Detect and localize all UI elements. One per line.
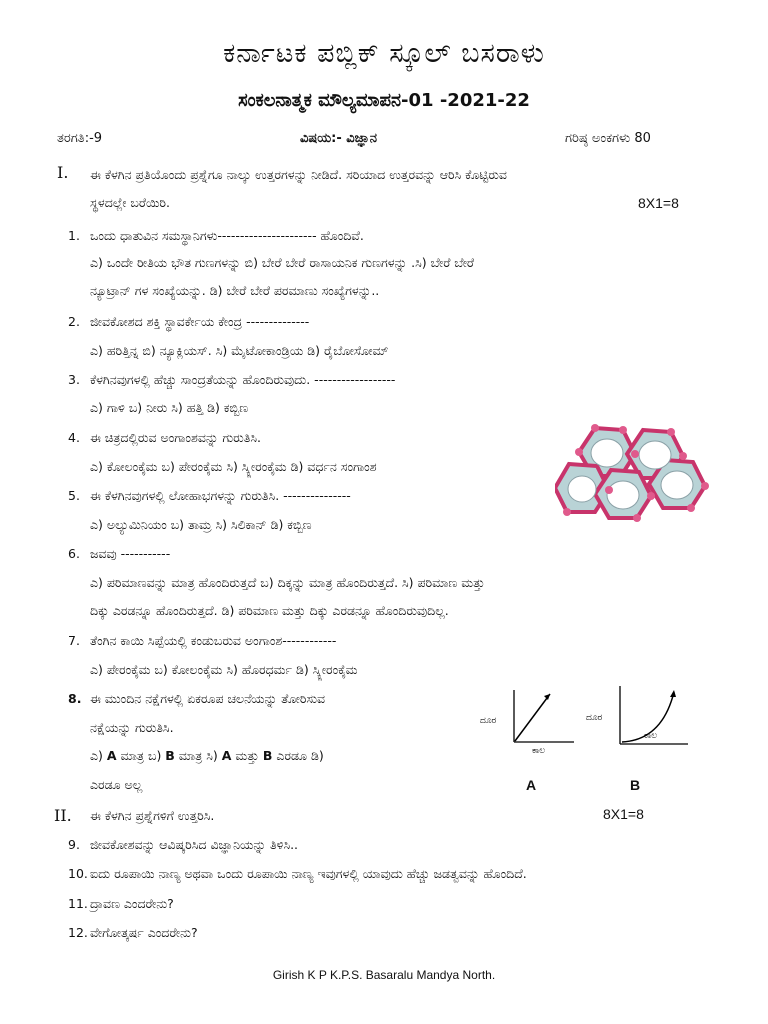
- footer-credit: Girish K P K.P.S. Basaralu Mandya North.: [272, 968, 496, 982]
- question-options: ಎ) ಒಂದೇ ರೀತಿಯ ಭೌತ ಗುಣಗಳನ್ನು ಬಿ) ಬೇರೆ ಬೇರೆ ರಾಸಾಯನಿಕ ಗುಣಗಳನ್ನು .ಸಿ) ಬೇರೆ ಬೇರೆ: [90, 255, 475, 270]
- section-instruction: ಈ ಕೆಳಗಿನ ಪ್ರತಿಯೊಂದು ಪ್ರಶ್ನೆಗೂ ನಾಲ್ಕು ಉತ್ತರಗಳನ್ನು ನೀಡಿದೆ. ಸರಿಯಾದ ಉತ್ತರವನ್ನು ಆರಿಸಿ ಕೊಟ್ಟಿರುವ: [90, 167, 507, 182]
- question-text: ಜೀವಕೋಶದ ಶಕ್ತಿ ಸ್ಥಾವರ್ಕೇಯ ಕೇಂದ್ರ --------------: [90, 314, 310, 329]
- question-text: ಐದು ರೂಪಾಯಿ ನಾಣ್ಯ ಅಥವಾ ಒಂದು ರೂಪಾಯಿ ನಾಣ್ಯ ಇವುಗಳಲ್ಲಿ ಯಾವುದು ಹೆಚ್ಚು ಜಡತ್ವವನ್ನು ಹೊಂದಿದೆ.: [90, 866, 527, 881]
- question-number: 5.: [68, 488, 80, 503]
- question-options: ಎ) ಅಲ್ಯುಮಿನಿಯಂ ಬ) ತಾಮ್ರ ಸಿ) ಸಿಲಿಕಾನ್ ಡಿ) ಕಬ್ಬಿಣ: [90, 517, 312, 532]
- question-text: ಒಂದು ಧಾತುವಿನ ಸಮಸ್ಥಾನಿಗಳು---------------------- ಹೊಂದಿವೆ.: [90, 228, 364, 243]
- question-text: ಈ ಮುಂದಿನ ನಕ್ಷೆಗಳಲ್ಲಿ ಏಕರೂಪ ಚಲನೆಯನ್ನು ತೋರಿಸುವ: [90, 691, 326, 706]
- graph-b-label: B: [630, 777, 641, 793]
- section-instruction: ಈ ಕೆಳಗಿನ ಪ್ರಶ್ನೆಗಳಿಗೆ ಉತ್ತರಿಸಿ.: [90, 808, 215, 823]
- question-text: ತೆಂಗಿನ ಕಾಯಿ ಸಿಪ್ಪೆಯಲ್ಲಿ ಕಂಡುಬರುವ ಅಂಗಾಂಶ------------: [90, 633, 337, 648]
- graph-a-y-label: ದೂರ: [480, 716, 497, 726]
- graph-a-label: A: [526, 777, 537, 793]
- section-marks: 8X1=8: [603, 806, 644, 822]
- section-numeral: II.: [54, 806, 72, 825]
- max-marks-label: ಗರಿಷ್ಠ ಅಂಕಗಳು 80: [565, 131, 651, 146]
- question-options: ದಿಕ್ಕು ಎರಡನ್ನೂ ಹೊಂದಿರುತ್ತದೆ. ಡಿ) ಪರಿಮಾಣ ಮತ್ತು ದಿಕ್ಕು ಎರಡನ್ನೂ ಹೊಂದಿರುವುದಿಲ್ಲ.: [90, 603, 449, 618]
- question-number: 8.: [68, 691, 82, 706]
- question-options: ಎ) ಪರಿಮಾಣವನ್ನು ಮಾತ್ರ ಹೊಂದಿರುತ್ತದೆ ಬ) ದಿಕ್ಕನ್ನು ಮಾತ್ರ ಹೊಂದಿರುತ್ತದೆ. ಸಿ) ಪರಿಮಾಣ ಮತ್ತು: [90, 575, 485, 590]
- graph-b-y-label: ದೂರ: [586, 713, 603, 723]
- section-numeral: I.: [57, 163, 69, 182]
- question-text: ನಕ್ಷೆಯನ್ನು ಗುರುತಿಸಿ.: [90, 720, 174, 735]
- question-text: ವೇಗೋತ್ಕರ್ಷ ಎಂದರೇನು?: [90, 925, 198, 940]
- question-text: ಕೆಳಗಿನವುಗಳಲ್ಲಿ ಹೆಚ್ಚು ಸಾಂದ್ರತೆಯನ್ನು ಹೊಂದಿರುವುದು. ------------------: [90, 372, 396, 387]
- question-text: ಈ ಕೆಳಗಿನವುಗಳಲ್ಲಿ ಲೋಹಾಭಗಳನ್ನು ಗುರುತಿಸಿ. ---------------: [90, 488, 351, 503]
- graph-a-x-label: ಕಾಲ: [532, 746, 546, 755]
- question-number: 10.: [68, 866, 88, 881]
- question-number: 2.: [68, 314, 80, 329]
- graph-b-nonuniform-motion: [582, 680, 692, 755]
- question-number: 1.: [68, 228, 80, 243]
- graph-a-uniform-motion: [478, 680, 578, 755]
- question-options: ಎ) ಹರಿತ್ತಿನ್ನ ಬಿ) ನ್ಯೂಕ್ಲಿಯಸ್. ಸಿ) ಮೈಟೋಕಾಂಡ್ರಿಯ ಡಿ) ರೈಬೋಸೋಮ್: [90, 343, 389, 358]
- tissue-cell-illustration: [555, 420, 715, 530]
- question-number: 3.: [68, 372, 80, 387]
- question-options: ಎರಡೂ ಅಲ್ಲ: [90, 777, 143, 792]
- question-text: ಜವವು -----------: [90, 546, 171, 561]
- question-number: 6.: [68, 546, 80, 561]
- section-marks: 8X1=8: [638, 195, 679, 211]
- question-options: ಎ) ಗಾಳಿ ಬ) ನೀರು ಸಿ) ಹತ್ತಿ ಡಿ) ಕಬ್ಬಿಣ: [90, 400, 249, 415]
- exam-title: ಸಂಕಲನಾತ್ಮಕ ಮೌಲ್ಯಮಾಪನ-01 -2021-22: [238, 90, 530, 111]
- question-text: ಜೀವಕೋಶವನ್ನು ಆವಿಷ್ಕರಿಸಿದ ವಿಜ್ಞಾನಿಯನ್ನು ತಿಳಿಸಿ..: [90, 837, 299, 852]
- question-text: ಈ ಚಿತ್ರದಲ್ಲಿರುವ ಅಂಗಾಂಶವನ್ನು ಗುರುತಿಸಿ.: [90, 430, 261, 445]
- graph-b-x-label: ಕಾಲ: [644, 731, 658, 741]
- question-number: 11.: [68, 896, 88, 911]
- question-number: 12.: [68, 925, 88, 940]
- question-options: ಎ) ಪೇರಂಕೈಮ ಬ) ಕೋಲಂಕೈಮ ಸಿ) ಹೊರಧರ್ಮ ಡಿ) ಸ್ಕ್ಲೀರಂಕೈಮ: [90, 662, 358, 677]
- question-options: ನ್ಯೂಟ್ರಾನ್ ಗಳ ಸಂಖ್ಯೆಯನ್ನು. ಡಿ) ಬೇರೆ ಬೇರೆ ಪರಮಾಣು ಸಂಖ್ಯೆಗಳನ್ನು..: [90, 283, 380, 298]
- class-label: ತರಗತಿ:-9: [57, 131, 103, 146]
- question-options: ಎ) ಕೋಲಂಕೈಮ ಬ) ಪೇರಂಕೈಮ ಸಿ) ಸ್ಕ್ಲೀರಂಕೈಮ ಡಿ) ವರ್ಧನ ಸಂಗಾಂಶ: [90, 459, 377, 474]
- school-name: ಕರ್ನಾಟಕ ಪಬ್ಲಿಕ್ ಸ್ಕೂಲ್ ಬಸರಾಳು: [223, 38, 545, 69]
- question-number: 9.: [68, 837, 80, 852]
- question-options: ಎ) A ಮಾತ್ರ ಬ) B ಮಾತ್ರ ಸಿ) A ಮತ್ತು B ಎರಡೂ ಡಿ): [90, 748, 324, 763]
- section-instruction: ಸ್ಥಳದಲ್ಲೇ ಬರೆಯಿರಿ.: [90, 195, 170, 210]
- question-number: 7.: [68, 633, 80, 648]
- subject-label: ವಿಷಯ:- ವಿಜ್ಞಾನ: [300, 131, 378, 146]
- question-number: 4.: [68, 430, 80, 445]
- question-text: ದ್ರಾವಣ ಎಂದರೇನು?: [90, 896, 174, 911]
